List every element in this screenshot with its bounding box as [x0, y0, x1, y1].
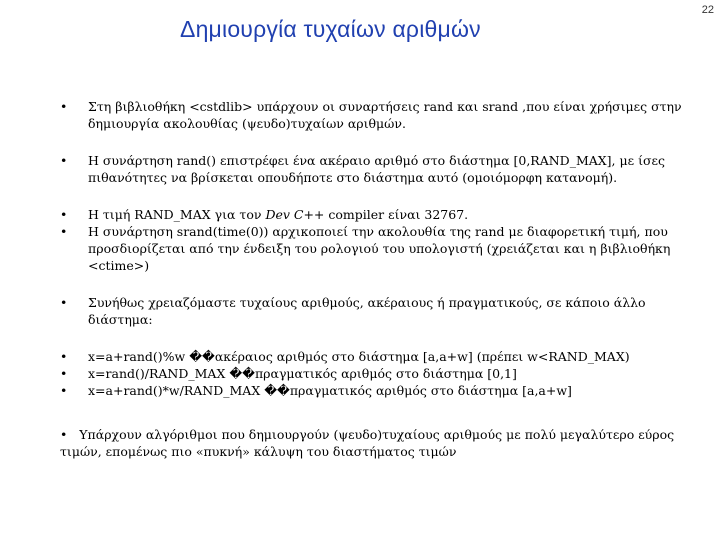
- bullet-text-post: compiler είναι 32767.: [324, 207, 469, 222]
- bullet-text: x=a+rand()*w/RAND_MAX ��πραγματικός αριθμός στο διάστημα [a,a+w]: [88, 383, 572, 398]
- bullet-marker: •: [60, 383, 68, 398]
- bullet-text: Συνήθως χρειαζόμαστε τυχαίους αριθμούς, ακέραιους ή πραγματικούς, σε κάποιο άλλο διάστημα:: [88, 295, 646, 327]
- footer-bullet: [60, 426, 700, 460]
- bullet-text: Στη βιβλιοθήκη <cstdlib> υπάρχουν οι συναρτήσεις rand και srand ,που είναι χρήσιμες στην δημιουργία ακολουθίας (ψευδο)τυχαίων αριθμών.: [88, 99, 682, 131]
- bullet-text-pre: Η τιμή RAND_MAX για τον: [88, 207, 266, 222]
- bullet-item-formula-int: [60, 348, 700, 365]
- bullet-marker: •: [60, 295, 68, 310]
- bullet-list: [60, 98, 700, 399]
- bullet-item-cstdlib: [60, 98, 700, 132]
- bullet-text: x=a+rand()%w ��ακέραιος αριθμός στο διάστημα [a,a+w] (πρέπει w<RAND_MAX): [88, 349, 630, 364]
- footer-bullet-text: Υπάρχουν αλγόριθμοι που δημιουργούν (ψευδο)τυχαίους αριθμούς με πολύ μεγαλύτερο εύρος τιμών, επομένως πιο «πυκνή» κάλυψη του διαστήματος τιμών: [60, 427, 675, 459]
- bullet-marker: •: [60, 224, 68, 239]
- bullet-text: Η συνάρτηση rand() επιστρέφει ένα ακέραιο αριθμό στο διάστημα [0,RAND_MAX], με ίσες πιθανότητες να βρίσκεται οπουδήποτε στο διάστημα αυτό (ομοιόμορφη κατανομή).: [88, 153, 665, 185]
- bullet-marker: •: [60, 207, 68, 222]
- bullet-text-em: Dev C++: [265, 207, 325, 222]
- bullet-item-srand: [60, 223, 700, 274]
- bullet-item-rand: [60, 152, 700, 186]
- bullet-item-intervals: [60, 294, 700, 328]
- bullet-text: Η συνάρτηση srand(time(0)) αρχικοποιεί την ακολουθία της rand με διαφορετική τιμή, που προσδιορίζεται από την ένδειξη του ρολογιού του υπολογιστή (χρειάζεται και η βιβλιοθήκη <ctime>): [88, 224, 671, 273]
- bullet-item-rand-max: [60, 206, 700, 223]
- bullet-marker: •: [60, 349, 68, 364]
- slide-title-container: [180, 16, 481, 43]
- bullet-item-formula-unit: [60, 365, 700, 382]
- bullet-marker: •: [60, 153, 68, 168]
- bullet-marker: •: [60, 99, 68, 114]
- bullet-item-formula-real: [60, 382, 700, 399]
- slide-title: Δημιουργία τυχαίων αριθμών: [180, 16, 481, 42]
- page-number: 22: [701, 4, 714, 16]
- bullet-marker: •: [60, 427, 68, 442]
- bullet-text: x=rand()/RAND_MAX ��πραγματικός αριθμός στο διάστημα [0,1]: [88, 366, 517, 381]
- bullet-marker: •: [60, 366, 68, 381]
